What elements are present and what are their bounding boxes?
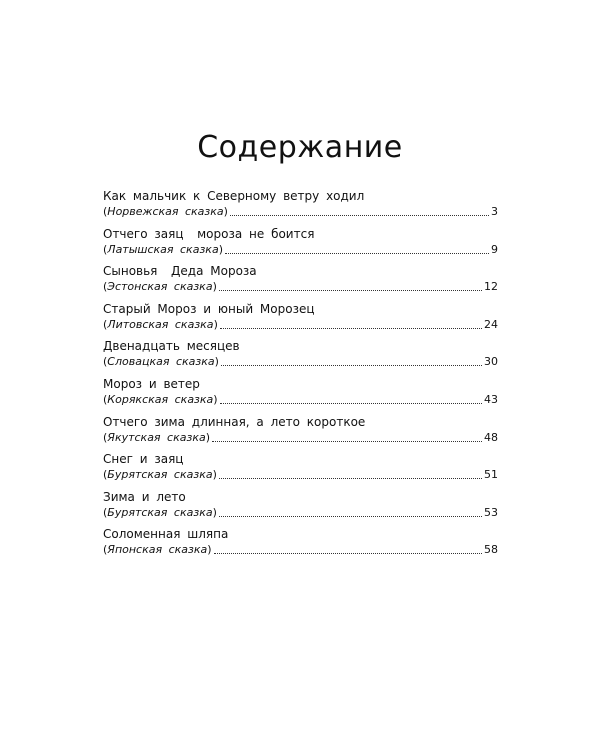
entry-title: Отчего заяц мороза не боится: [103, 226, 315, 241]
dot-leader: [225, 253, 489, 254]
toc-entry: [103, 526, 498, 564]
entry-origin: (Якутская сказка): [103, 430, 211, 444]
entry-title: Старый Мороз и юный Морозец: [103, 301, 315, 316]
entry-origin: (Бурятская сказка): [103, 505, 217, 519]
entry-line: [103, 204, 498, 219]
entry-origin: (Корякская сказка): [103, 392, 218, 406]
entry-line: [103, 279, 498, 294]
entry-line: [103, 542, 498, 557]
page-number: 12: [484, 280, 498, 294]
entry-title: Зима и лето: [103, 489, 186, 504]
entry-origin: (Эстонская сказка): [103, 280, 217, 294]
entry-title: Двенадцать месяцев: [103, 339, 240, 354]
page-number: 24: [484, 317, 498, 331]
entry-title: Снег и заяц: [103, 452, 184, 467]
page-number: 53: [484, 505, 498, 519]
page-number: 3: [491, 205, 498, 218]
toc-entry: [103, 414, 498, 452]
toc-entry: [103, 451, 498, 489]
page-number: 51: [484, 468, 498, 482]
page-number: 43: [484, 392, 498, 406]
dot-leader: [212, 441, 482, 442]
entry-line: [103, 467, 498, 482]
entry-line: [103, 317, 498, 332]
entry-title: Отчего зима длинная, а лето короткое: [103, 414, 366, 429]
toc-entry: [103, 489, 498, 527]
page-number: 58: [484, 543, 498, 557]
toc-entry: [103, 376, 498, 414]
origin-name: Бурятская сказка: [107, 468, 213, 482]
entry-origin: (Латышская сказка): [103, 242, 223, 256]
toc-entry: [103, 188, 498, 226]
page-number: 48: [484, 430, 498, 444]
origin-name: Словацкая сказка: [107, 355, 215, 369]
entry-title: Как мальчик к Северному ветру ходил: [103, 189, 365, 203]
origin-name: Корякская сказка: [107, 392, 214, 406]
toc-entry: [103, 301, 498, 339]
entry-line: [103, 242, 498, 257]
entry-line: [103, 354, 498, 369]
entry-origin: (Норвежская сказка): [103, 205, 228, 218]
entry-origin: (Словацкая сказка): [103, 355, 219, 369]
origin-name: Норвежская сказка: [107, 205, 224, 218]
page-title: Содержание: [197, 130, 403, 165]
origin-name: Литовская сказка: [107, 317, 214, 331]
dot-leader: [219, 478, 482, 479]
toc-entry: [103, 338, 498, 376]
table-of-contents: [103, 188, 498, 564]
entry-title: Соломенная шляпа: [103, 527, 229, 542]
toc-entry: [103, 263, 498, 301]
dot-leader: [221, 365, 482, 366]
entry-title: Сыновья Деда Мороза: [103, 264, 257, 279]
dot-leader: [214, 553, 482, 554]
page-number: 9: [491, 242, 498, 256]
entry-origin: (Бурятская сказка): [103, 468, 217, 482]
entry-origin: (Японская сказка): [103, 543, 212, 557]
entry-line: [103, 392, 498, 407]
origin-name: Японская сказка: [107, 543, 208, 557]
entry-line: [103, 505, 498, 520]
toc-entry: [103, 226, 498, 264]
entry-title: Мороз и ветер: [103, 376, 200, 391]
dot-leader: [219, 516, 482, 517]
entry-line: [103, 430, 498, 445]
page-number: 30: [484, 355, 498, 369]
origin-name: Якутская сказка: [107, 430, 206, 444]
origin-name: Латышская сказка: [107, 242, 219, 256]
origin-name: Бурятская сказка: [107, 505, 213, 519]
entry-origin: (Литовская сказка): [103, 317, 218, 331]
dot-leader: [230, 215, 489, 216]
dot-leader: [220, 328, 482, 329]
origin-name: Эстонская сказка: [107, 280, 213, 294]
dot-leader: [220, 403, 482, 404]
dot-leader: [219, 290, 482, 291]
